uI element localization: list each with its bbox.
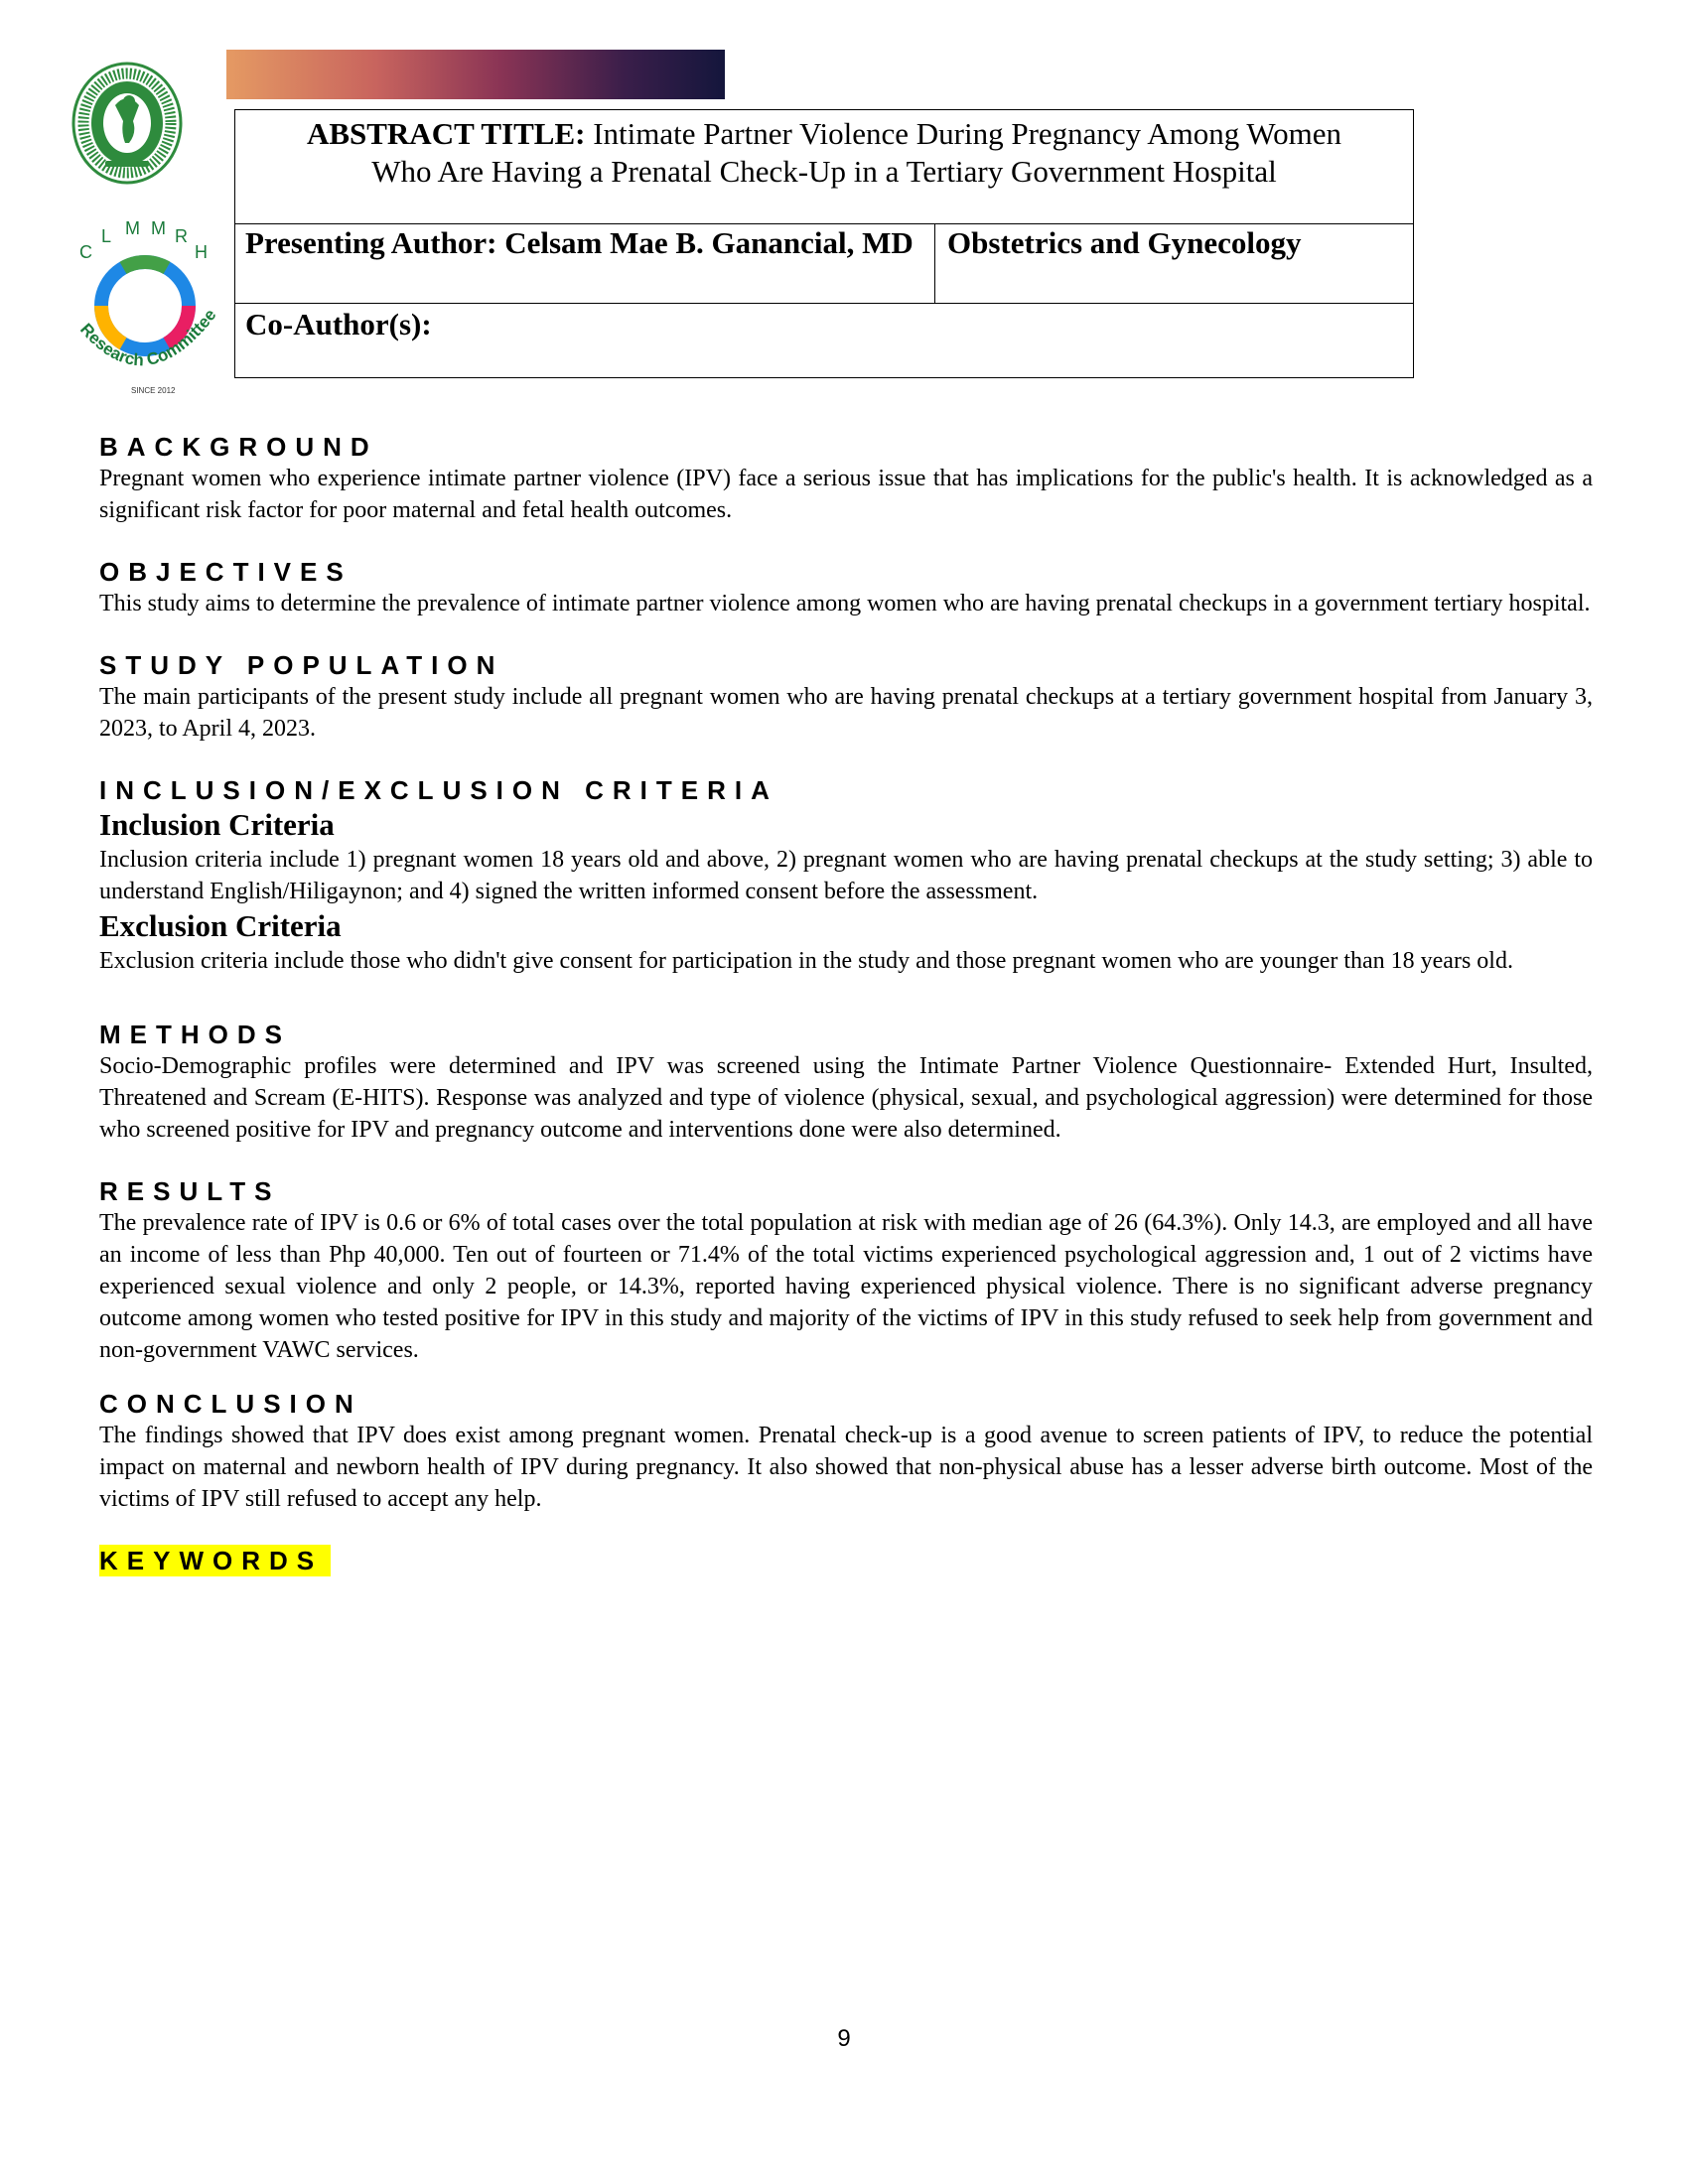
abstract-header-table	[234, 109, 1414, 378]
inclusion-criteria-text: Inclusion criteria include 1) pregnant women 18 years old and above, 2) pregnant women who are having prenatal checkups at the study setting; 3) able to understand English/Hiligaynon; and 4) signed the written informed consent before the assessment.	[99, 847, 1593, 904]
abstract-title-line2: Who Are Having a Prenatal Check-Up in a Tertiary Government Hospital	[371, 154, 1277, 189]
exclusion-criteria-title: Exclusion Criteria	[99, 908, 342, 943]
logo-arc-text: Research Committee	[76, 305, 220, 370]
study-population-text: The main participants of the present study include all pregnant women who are having prenatal checkups at a tertiary government hospital from January 3, 2023, to April 4, 2023.	[99, 684, 1593, 742]
results-text: The prevalence rate of IPV is 0.6 or 6% of total cases over the total population at risk with median age of 26 (64.3%). Only 14.3, are employed and all have an income of less than Php 40,000. Ten out of fourteen or 71.4% of the total victims experienced psychological aggression and, 1 out of 2 victims have experienced sexual violence and only 2 people, or 14.3%, reported having experienced physical violence. There is no significant adverse pregnancy outcome among women who tested positive for IPV in this study and majority of the victims of IPV in this study refused to seek help from government and non-government VAWC services.	[99, 1210, 1593, 1363]
methods-text: Socio-Demographic profiles were determined and IPV was screened using the Intimate Partner Violence Questionnaire- Extended Hurt, Insulted, Threatened and Scream (E-HITS). Response was analyzed and type of violence (physical, sexual, and psychological aggression) were determined for those who screened positive for IPV and pregnancy outcome and interventions done were also determined.	[99, 1053, 1593, 1143]
background-heading: BACKGROUND	[99, 432, 378, 462]
methods-heading: METHODS	[99, 1020, 291, 1049]
logo-letter: C	[79, 242, 92, 262]
study-population-heading: STUDY POPULATION	[99, 650, 504, 680]
conclusion-text: The findings showed that IPV does exist among pregnant women. Prenatal check-up is a good avenue to screen patients of IPV, to reduce the potential impact on maternal and newborn health of IPV during pregnancy. It also showed that non-physical abuse has a lesser adverse birth outcome. Most of the victims of IPV still refused to accept any help.	[99, 1423, 1593, 1512]
research-committee-logo-icon	[66, 218, 224, 397]
logo-letter: L	[101, 226, 112, 246]
logo-letter: M	[151, 218, 166, 238]
department: Obstetrics and Gynecology	[935, 224, 1414, 304]
conclusion-heading: CONCLUSION	[99, 1389, 362, 1419]
inclusion-criteria-title: Inclusion Criteria	[99, 807, 335, 842]
results-heading: RESULTS	[99, 1176, 281, 1206]
logo-letter: R	[175, 226, 188, 246]
abstract-body	[99, 431, 1593, 1576]
abstract-title-line1: Intimate Partner Violence During Pregnancy Among Women	[593, 116, 1342, 151]
keywords-heading: KEYWORDS	[99, 1545, 331, 1576]
obgyn-department-seal-icon	[71, 62, 183, 185]
background-text: Pregnant women who experience intimate partner violence (IPV) face a serious issue that has implications for the public's health. It is acknowledged as a significant risk factor for poor maternal and fetal health outcomes.	[99, 466, 1593, 523]
page-number: 9	[837, 2025, 851, 2052]
abstract-title-label: ABSTRACT TITLE:	[306, 116, 586, 151]
logo-letter: M	[125, 218, 140, 238]
coauthors-label: Co-Author(s):	[235, 304, 1414, 378]
logo-letter: H	[195, 242, 208, 262]
header-gradient-bar	[226, 50, 725, 99]
objectives-heading: OBJECTIVES	[99, 557, 352, 587]
criteria-heading: INCLUSION/EXCLUSION CRITERIA	[99, 775, 778, 805]
objectives-text: This study aims to determine the prevalence of intimate partner violence among women who are having prenatal checkups in a government tertiary hospital.	[99, 591, 1591, 616]
keywords-heading-wrap	[99, 1545, 1593, 1576]
presenting-author: Presenting Author: Celsam Mae B. Ganancial, MD	[235, 224, 935, 304]
exclusion-criteria-text: Exclusion criteria include those who didn't give consent for participation in the study and those pregnant women who are younger than 18 years old.	[99, 948, 1513, 974]
abstract-title-cell	[235, 110, 1414, 224]
logo-since-text: SINCE 2012	[131, 386, 176, 395]
